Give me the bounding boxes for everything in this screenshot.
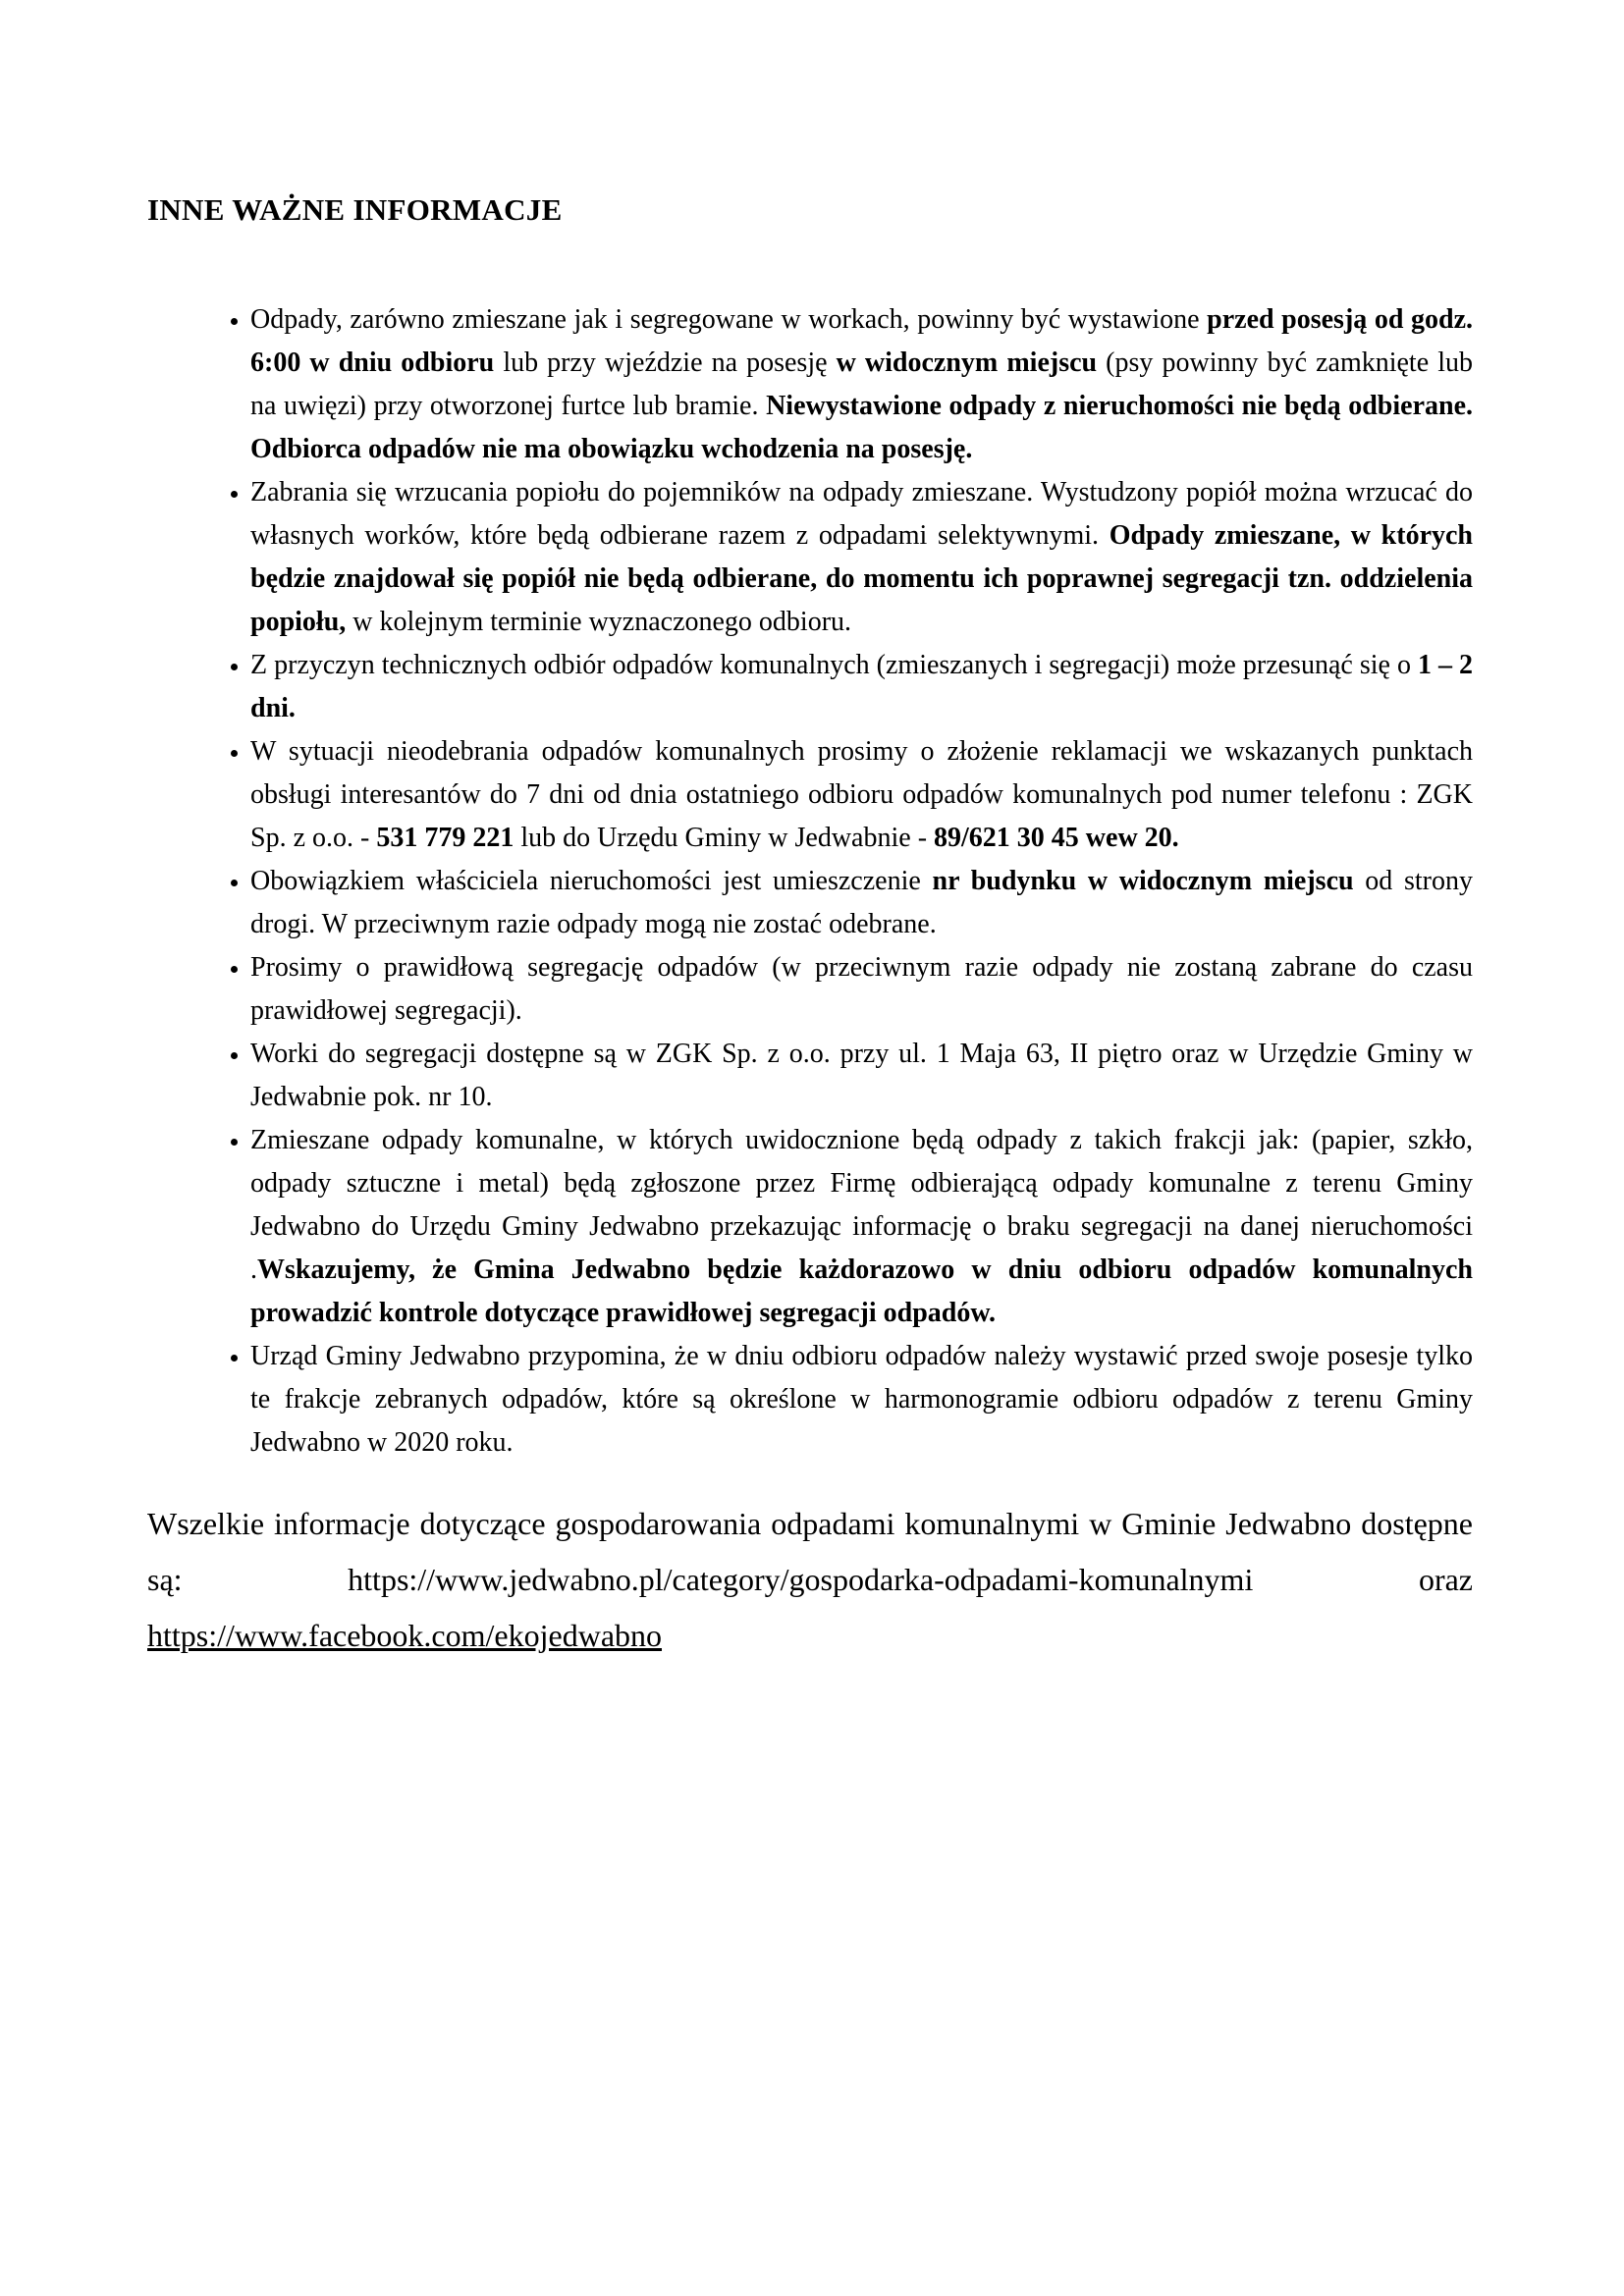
text-segment: od strony drogi. W przeciwnym razie odpady mogą nie zostać odebrane. [250, 866, 1473, 939]
text-segment: 89/621 30 45 wew 20. [934, 823, 1179, 853]
text-segment: w widocznym miejscu [836, 347, 1098, 378]
closing-paragraph [147, 1496, 1473, 1664]
text-segment: Prosimy o prawidłową segregację odpadów (w przeciwnym razie odpady nie zostaną zabrane do czasu prawidłowej segregacji). [250, 952, 1473, 1026]
text-segment: 531 779 221 [376, 823, 514, 853]
text-segment: Worki do segregacji dostępne są w ZGK Sp. z o.o. przy ul. 1 Maja 63, II piętro oraz w Urzędzie Gminy w Jedwabnie pok. nr 10. [250, 1039, 1473, 1112]
list-item [250, 730, 1473, 860]
list-item [250, 946, 1473, 1033]
text-segment: lub do Urzędu Gminy w Jedwabnie - [514, 823, 935, 853]
text-segment: Odpady, zarówno zmieszane jak i segregowane w workach, powinny być wystawione [250, 304, 1208, 335]
list-item [250, 1119, 1473, 1335]
page-title: INNE WAŻNE INFORMACJE [147, 192, 563, 227]
text-segment: nr budynku w widocznym miejscu [932, 866, 1354, 896]
text-segment: lub przy wjeździe na posesję [494, 347, 837, 378]
text-segment: Wszelkie informacje dotyczące gospodarowania odpadami komunalnymi w Gminie Jedwabno dostępne są: [147, 1506, 1473, 1597]
text-segment: 1 – 2 dni. [250, 650, 1473, 723]
list-item [250, 298, 1473, 471]
text-segment: W sytuacji nieodebrania odpadów komunalnych prosimy o złożenie reklamacji we wskazanych punktach obsługi interesantów do 7 dni od dnia ostatniego odbioru odpadów komunalnych pod numer telefonu : ZGK Sp. z o.o. - [250, 736, 1473, 853]
list-item [250, 1033, 1473, 1119]
text-segment: https://www.jedwabno.pl/category/gospodarka-odpadami-komunalnymi [348, 1562, 1254, 1597]
text-segment: oraz [1253, 1562, 1473, 1597]
info-list [147, 298, 1473, 1465]
text-segment: (psy powinny być zamknięte lub na uwięzi) przy otworzonej furtce lub bramie. [250, 347, 1473, 421]
text-segment: Odpady zmieszane, w których będzie znajdował się popiół nie będą odbierane, do momentu ich poprawnej segregacji tzn. oddzielenia popiołu, [250, 520, 1473, 637]
list-item [250, 860, 1473, 946]
text-segment: Z przyczyn technicznych odbiór odpadów komunalnych (zmieszanych i segregacji) może przesunąć się o [250, 650, 1418, 680]
facebook-link[interactable]: https://www.facebook.com/ekojedwabno [147, 1618, 663, 1653]
text-segment: przed posesją od godz. 6:00 w dniu odbioru [250, 304, 1473, 378]
text-segment: Obowiązkiem właściciela nieruchomości jest umieszczenie [250, 866, 933, 896]
list-item [250, 471, 1473, 644]
text-segment: w kolejnym terminie wyznaczonego odbioru. [346, 607, 852, 637]
text-segment: Niewystawione odpady z nieruchomości nie będą odbierane. Odbiorca odpadów nie ma obowiązku wchodzenia na posesję. [250, 391, 1473, 464]
list-item [250, 1335, 1473, 1465]
text-segment: Zmieszane odpady komunalne, w których uwidocznione będą odpady z takich frakcji jak: (papier, szkło, odpady sztuczne i metal) będą zgłoszone przez Firmę odbierającą odpady komunalne z terenu Gminy Jedwabno do Urzędu Gminy Jedwabno przekazując informację o braku segregacji na danej nieruchomości . [250, 1125, 1473, 1285]
text-segment: Wskazujemy, że Gmina Jedwabno będzie każdorazowo w dniu odbioru odpadów komunalnych prowadzić kontrole dotyczące prawidłowej segregacji odpadów. [250, 1255, 1473, 1328]
text-segment: Zabrania się wrzucania popiołu do pojemników na odpady zmieszane. Wystudzony popiół można wrzucać do własnych worków, które będą odbierane razem z odpadami selektywnymi. [250, 477, 1473, 551]
list-item [250, 644, 1473, 730]
text-segment: Urząd Gminy Jedwabno przypomina, że w dniu odbioru odpadów należy wystawić przed swoje posesje tylko te frakcje zebranych odpadów, które są określone w harmonogramie odbioru odpadów z terenu Gminy Jedwabno w 2020 roku. [250, 1341, 1473, 1458]
